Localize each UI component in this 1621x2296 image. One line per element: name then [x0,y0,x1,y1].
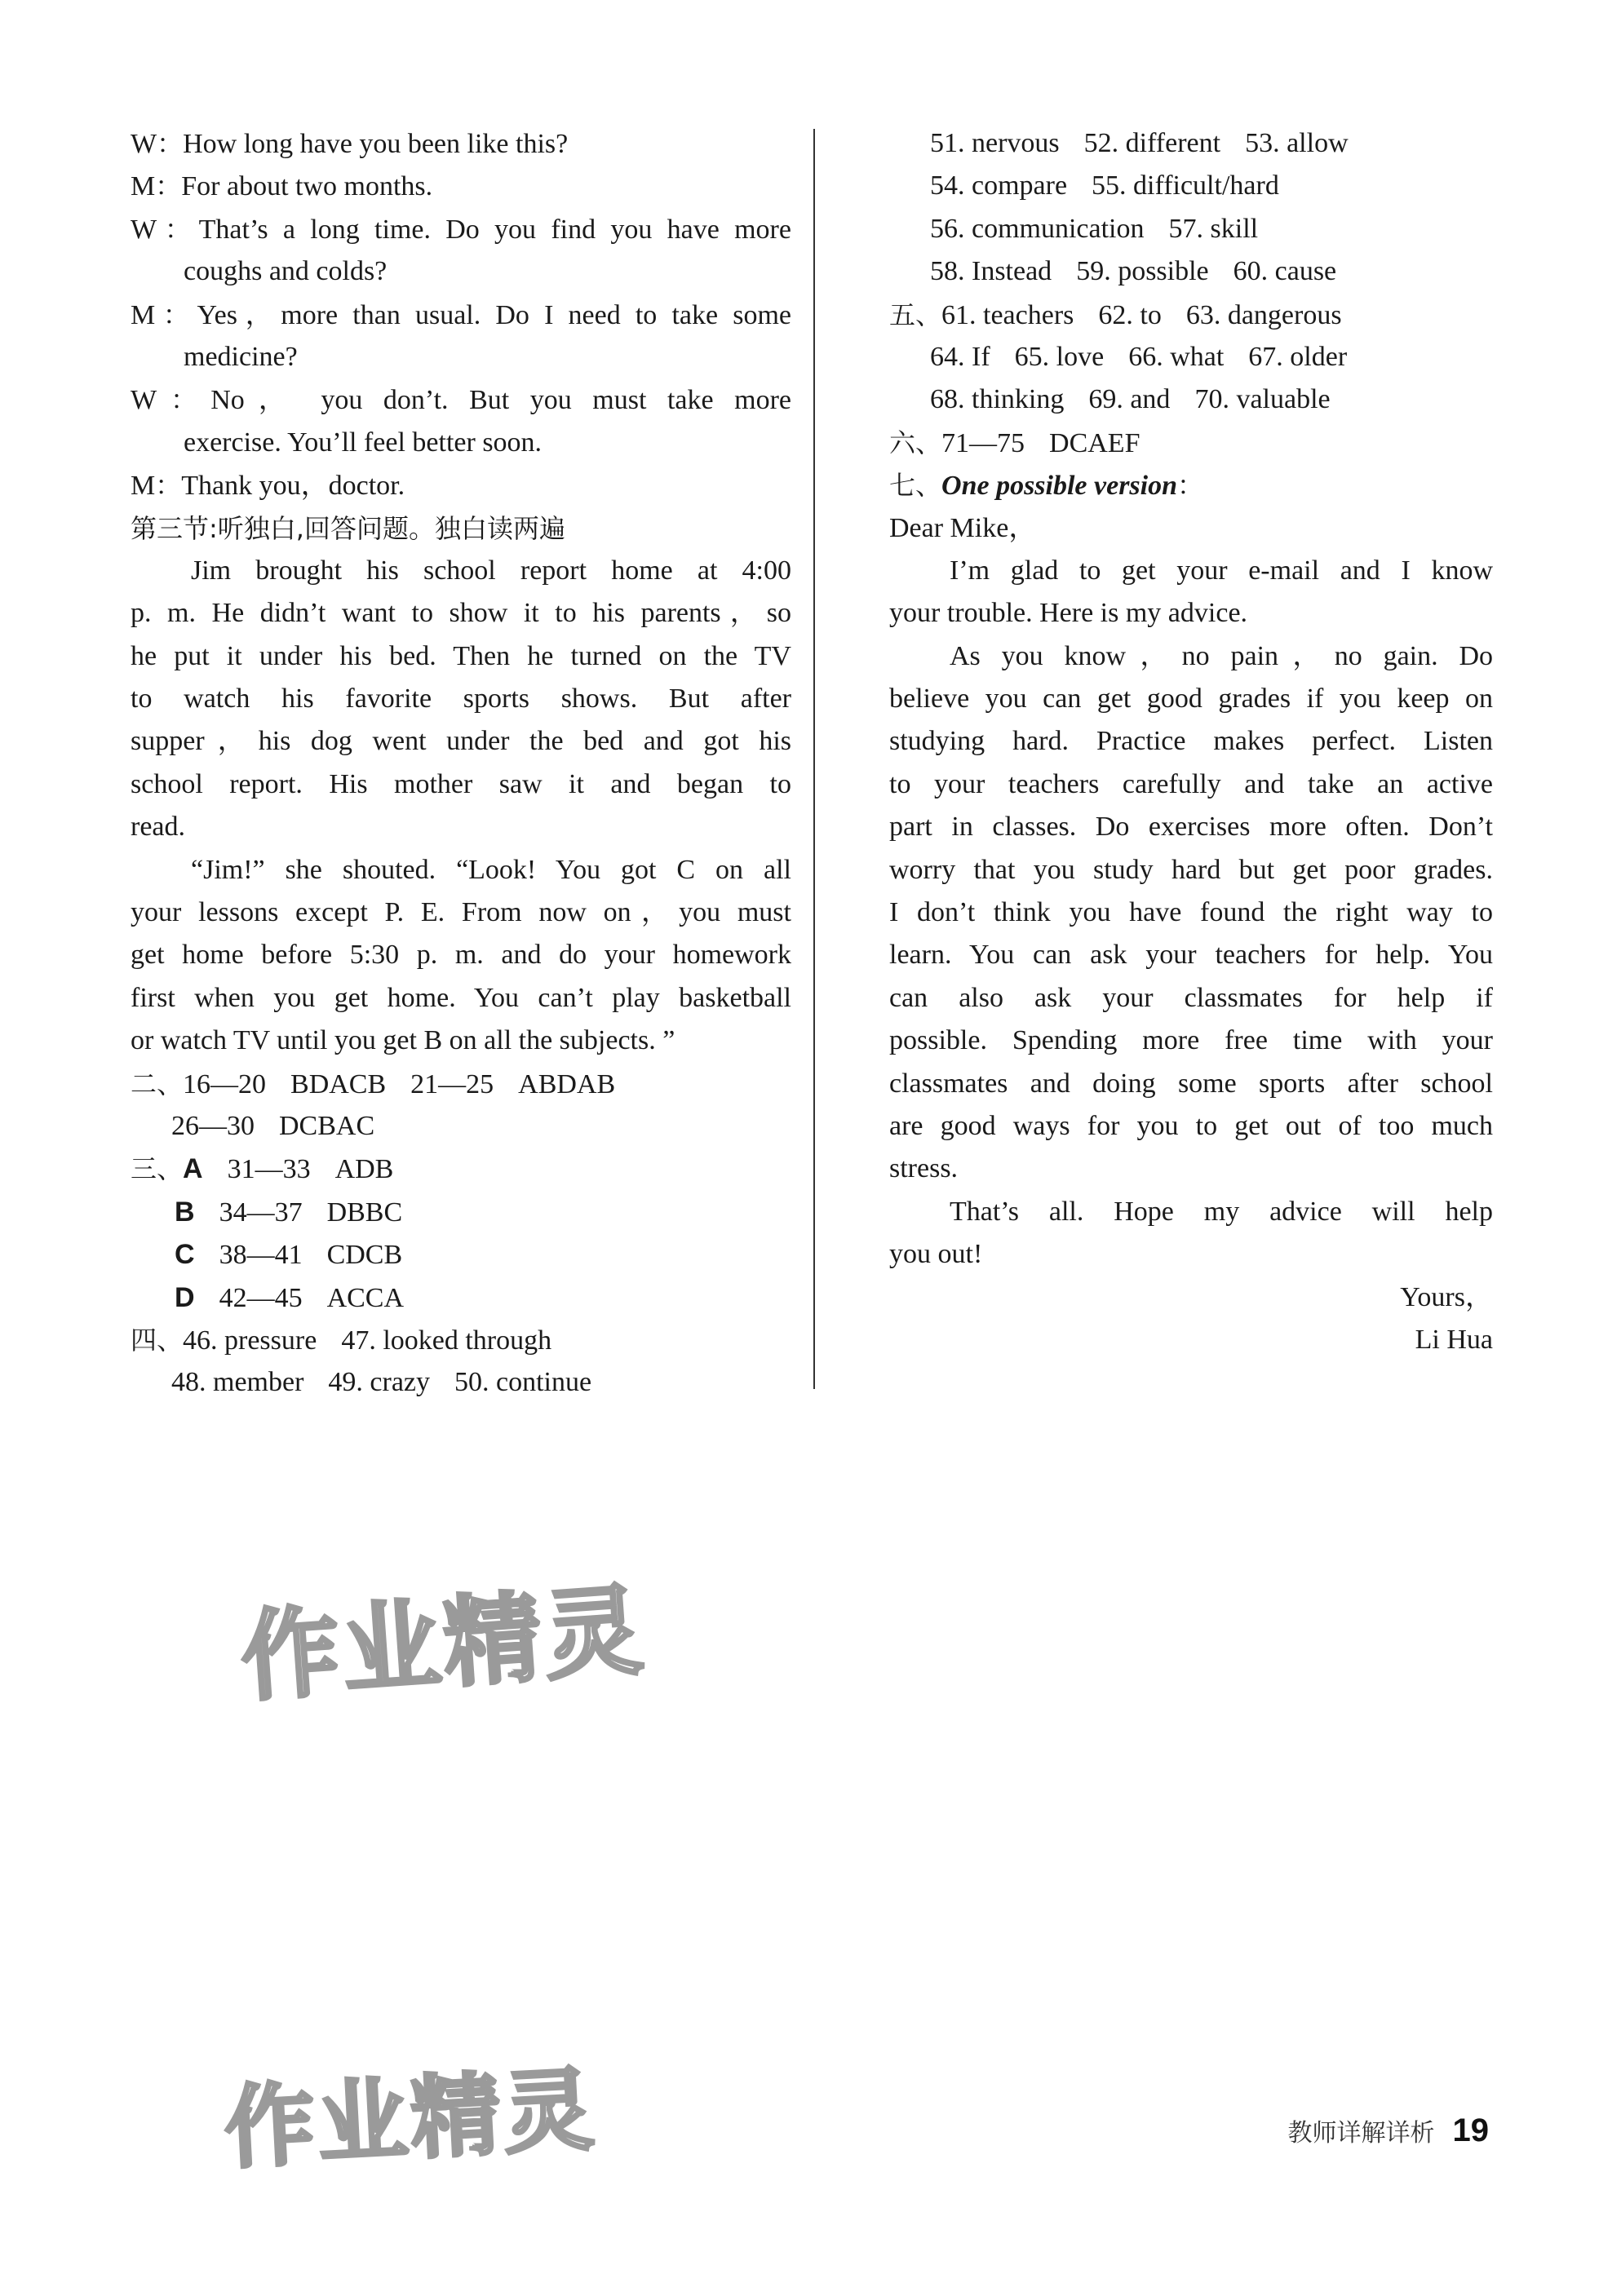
part4-line2 [131,1361,791,1404]
letter-line: worry that you study hard but get poor grades. [889,854,1493,885]
blank-answer: 48. member [171,1367,304,1398]
dialogue-line [131,464,791,507]
section-letter: A [183,1153,203,1185]
watermark-logo: 作业精灵 [222,2057,600,2181]
answer-range: 26—30 [171,1110,255,1141]
blank-answer: 57. skill [1168,213,1259,244]
blank-answer: 66. what [1128,341,1225,372]
dialogue-line [131,165,791,207]
answer-range: 16—20 [183,1068,267,1099]
listening-dialogue [131,122,791,507]
speaker-label: M [131,471,156,502]
blank-answer: 61. teachers [941,299,1074,330]
dialogue-continuation: exercise. You’ll feel better soon. [184,427,543,458]
watermark-logo: 作业精灵 [237,1573,649,1716]
answer-key: DBBC [326,1197,403,1228]
part5-line [889,294,1493,336]
monologue-line: Jim brought his school report home at 4:00 [191,555,791,586]
blank-answer-line [889,208,1493,250]
letter-line: I don’t think you have found the right way to [889,897,1493,928]
monologue-line: supper，his dog went under the bed and got his [131,726,791,757]
answer-range: 38—41 [219,1240,303,1271]
blank-answer: 68. thinking [930,384,1065,415]
right-column [889,122,1493,1361]
part7-heading [889,464,1493,507]
blank-answer: 49. crazy [328,1367,431,1398]
part4-continued [889,122,1493,294]
part3-row [131,1191,791,1233]
footer-label: 教师详解详析 [1287,2119,1435,2148]
letter-line: studying hard. Practice makes perfect. Listen [889,726,1493,757]
left-column [131,122,791,1405]
answer-key: DCBAC [279,1110,375,1141]
blank-answer: 55. difficult/hard [1092,170,1279,201]
blank-answer: 65. love [1014,341,1105,372]
letter-line: stress. [889,1153,959,1184]
letter-line: part in classes. Do exercises more often. Don’t [889,812,1493,843]
blank-answer: 67. older [1248,341,1348,372]
speaker-separator: ： [155,470,182,502]
blank-answer: 59. possible [1076,256,1209,287]
answer-range: 21—25 [410,1068,494,1099]
blank-answer: 62. to [1098,299,1162,330]
dialogue-text: No， you don’t. But you must take more [210,385,791,416]
letter-line: can also ask your classmates for help if [889,982,1493,1013]
answer-range: 42—45 [219,1282,303,1313]
part6-label: 六、 [889,427,942,458]
speaker-separator: ： [157,128,184,159]
speaker-label: M [131,299,156,330]
blank-answer: 50. continue [454,1367,592,1398]
blank-answer: 52. different [1083,128,1221,158]
blank-answer: 69. and [1088,384,1171,415]
answer-key: ADB [334,1154,394,1185]
dialogue-line [131,208,791,250]
letter-closing: Yours， [1400,1281,1493,1312]
part4-line1 [131,1319,791,1361]
answer-key: DCAEF [1049,427,1140,458]
part3-row [131,1276,791,1319]
dialogue-line [131,378,791,421]
monologue-line: or watch TV until you get B on all the subjects. ” [131,1025,675,1056]
dialogue-text: How long have you been like this? [183,129,569,159]
column-divider [813,129,815,1389]
listening-monologue [131,550,791,1063]
monologue-line: read. [131,812,186,843]
speaker-separator: ： [155,299,197,330]
blank-answer: 51. nervous [930,128,1060,158]
part4-label: 四、 [131,1324,184,1356]
part2-answers [131,1063,791,1105]
part2-label: 二、 [131,1068,184,1099]
blank-answer: 70. valuable [1194,384,1331,415]
letter-salutation: Dear Mike， [889,512,1037,543]
page-number: 19 [1452,2112,1489,2148]
letter-line: I’m glad to get your e-mail and I know [950,555,1493,586]
part5-line [889,378,1493,421]
answer-key: ABDAB [518,1068,616,1099]
letter-line: believe you can get good grades if you keep on [889,683,1493,714]
speaker-separator: ： [155,170,182,202]
letter-line: learn. You can ask your teachers for help. You [889,940,1493,971]
part3-row [131,1233,791,1276]
dialogue-text: Thank you，doctor. [181,471,405,502]
answer-key: CDCB [326,1240,403,1271]
blank-answer: 54. compare [930,170,1068,201]
blank-answer: 58. Instead [930,256,1052,287]
dialogue-line [131,122,791,165]
blank-answer: 60. cause [1233,256,1337,287]
blank-answer: 46. pressure [183,1325,317,1356]
blank-answer: 63. dangerous [1185,299,1342,330]
letter-line: you out! [889,1239,983,1270]
monologue-line: he put it under his bed. Then he turned on the TV [131,640,791,671]
part3-answers [131,1148,791,1319]
part6-answers [889,422,1493,464]
answer-range: 71—75 [941,427,1025,458]
blank-answer: 47. looked through [341,1325,552,1356]
part5-label: 五、 [889,299,942,330]
part3-row [131,1148,791,1190]
monologue-line: school report. His mother saw it and began to [131,768,791,799]
part7-label: 七、 [889,470,942,502]
speaker-separator: ： [157,213,199,245]
dialogue-continuation: coughs and colds? [184,256,388,287]
letter-line: possible. Spending more free time with your [889,1025,1493,1056]
part7-title: One possible version [941,471,1178,502]
part5-answers [889,294,1493,422]
speaker-label: W [131,129,157,159]
blank-answer: 56. communication [930,213,1145,244]
monologue-line: get home before 5:30 p. m. and do your homework [131,940,791,971]
letter-line: to your teachers carefully and take an active [889,768,1493,799]
letter-line: classmates and doing some sports after school [889,1068,1493,1099]
speaker-separator: ： [157,384,211,416]
speaker-label: W [131,214,157,245]
answer-range: 31—33 [227,1154,311,1185]
answer-range: 34—37 [219,1197,303,1228]
part3-label: 三、 [131,1153,184,1185]
monologue-line: first when you get home. You can’t play basketball [131,982,791,1013]
section3-heading: 第三节:听独白,回答问题。独白读两遍 [131,512,565,544]
dialogue-text: That’s a long time. Do you find you have more [198,214,791,245]
letter-line: As you know，no pain，no gain. Do [950,640,1493,671]
answer-key: BDACB [290,1068,387,1099]
letter-line: are good ways for you to get out of too much [889,1110,1493,1141]
part7-colon: ： [1177,470,1204,502]
part5-line [889,336,1493,378]
blank-answer: 53. allow [1245,128,1349,158]
blank-answer-line [889,165,1493,207]
dialogue-text: Yes，more than usual. Do I need to take some [197,299,791,330]
letter-signature: Li Hua [1415,1324,1493,1355]
section-letter: D [175,1281,195,1313]
answer-key: ACCA [326,1282,405,1313]
dialogue-continuation: medicine? [184,341,298,372]
monologue-line: your lessons except P. E. From now on，you must [131,897,791,928]
monologue-line: to watch his favorite sports shows. But after [131,683,791,714]
speaker-label: M [131,171,156,202]
letter-line: That’s all. Hope my advice will help [950,1196,1493,1227]
section-letter: B [175,1196,195,1228]
blank-answer-line [889,122,1493,165]
dialogue-line [131,294,791,336]
blank-answer: 64. If [930,341,990,372]
monologue-line: “Jim!” she shouted. “Look! You got C on all [191,854,791,885]
blank-answer-line [889,250,1493,293]
page-footer [1288,2112,1490,2149]
part2-answers-cont [131,1105,791,1148]
monologue-line: p. m. He didn’t want to show it to his parents，so [131,598,791,629]
speaker-label: W [131,385,157,416]
letter-body [889,550,1493,1276]
section-letter: C [175,1239,195,1271]
dialogue-text: For about two months. [181,171,433,202]
letter-line: your trouble. Here is my advice. [889,598,1248,629]
